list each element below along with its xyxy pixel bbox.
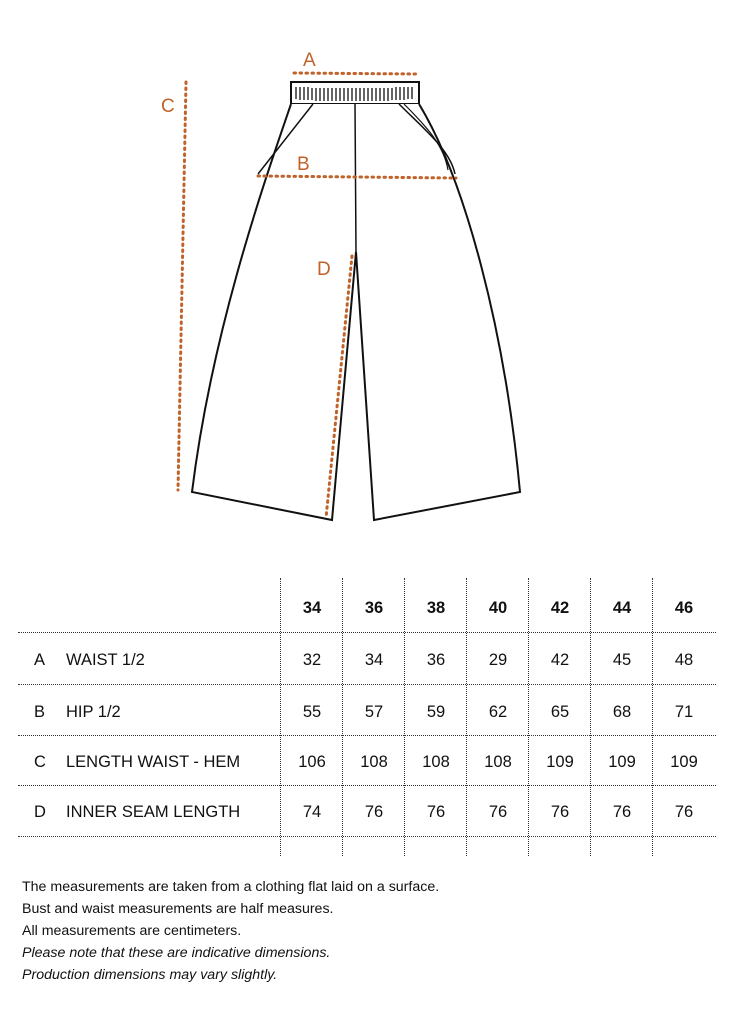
- table-cell: 76: [674, 803, 694, 821]
- row-code: A: [34, 651, 46, 669]
- table-rule: [18, 836, 716, 837]
- table-cell: 109: [546, 753, 574, 771]
- label-b: B: [297, 154, 310, 175]
- table-rule: [18, 632, 716, 633]
- label-d: D: [317, 259, 331, 280]
- table-cell: 76: [364, 803, 384, 821]
- table-cell: 65: [550, 703, 570, 721]
- table-cell: 76: [612, 803, 632, 821]
- row-name: WAIST 1/2: [66, 651, 145, 669]
- note-line: Bust and waist measurements are half measures.: [22, 901, 334, 917]
- table-cell: 48: [674, 651, 694, 669]
- row-code: C: [34, 753, 46, 771]
- table-cell: 55: [302, 703, 322, 721]
- table-rule: [18, 735, 716, 736]
- table-cell: 62: [488, 703, 508, 721]
- size-header: 42: [550, 599, 570, 617]
- table-cell: 109: [608, 753, 636, 771]
- row-code: D: [34, 803, 46, 821]
- label-c: C: [161, 96, 175, 117]
- table-cell: 36: [426, 651, 446, 669]
- note-line-italic: Production dimensions may vary slightly.: [22, 967, 278, 983]
- measure-line-c: [178, 82, 186, 490]
- label-a: A: [303, 50, 316, 71]
- table-cell: 34: [364, 651, 384, 669]
- measure-line-a: [294, 73, 416, 74]
- size-header: 46: [674, 599, 694, 617]
- note-line: All measurements are centimeters.: [22, 923, 242, 939]
- note-line: The measurements are taken from a clothing flat laid on a surface.: [22, 879, 440, 895]
- note-line-italic: Please note that these are indicative dimensions.: [22, 945, 331, 961]
- size-header: 34: [302, 599, 322, 617]
- table-cell: 71: [674, 703, 694, 721]
- measurement-notes: [22, 876, 439, 986]
- size-header: 36: [364, 599, 384, 617]
- table-rule: [18, 684, 716, 685]
- row-name: INNER SEAM LENGTH: [66, 803, 241, 821]
- table-cell: 68: [612, 703, 632, 721]
- row-code: B: [34, 703, 46, 721]
- size-table: [18, 578, 716, 856]
- table-cell: 109: [670, 753, 698, 771]
- row-name: LENGTH WAIST - HEM: [66, 753, 241, 771]
- size-header: 38: [426, 599, 446, 617]
- table-cell: 76: [550, 803, 570, 821]
- table-cell: 106: [298, 753, 326, 771]
- table-cell: 29: [488, 651, 508, 669]
- table-cell: 76: [488, 803, 508, 821]
- table-cell: 74: [302, 803, 322, 821]
- table-cell: 108: [422, 753, 450, 771]
- table-cell: 57: [364, 703, 384, 721]
- table-cell: 32: [302, 651, 322, 669]
- table-rule: [18, 785, 716, 786]
- table-cell: 108: [360, 753, 388, 771]
- size-header: 40: [488, 599, 508, 617]
- size-header: 44: [612, 599, 632, 617]
- table-cell: 76: [426, 803, 446, 821]
- table-cell: 45: [612, 651, 632, 669]
- row-name: HIP 1/2: [66, 703, 121, 721]
- table-cell: 108: [484, 753, 512, 771]
- table-cell: 59: [426, 703, 446, 721]
- table-cell: 42: [550, 651, 570, 669]
